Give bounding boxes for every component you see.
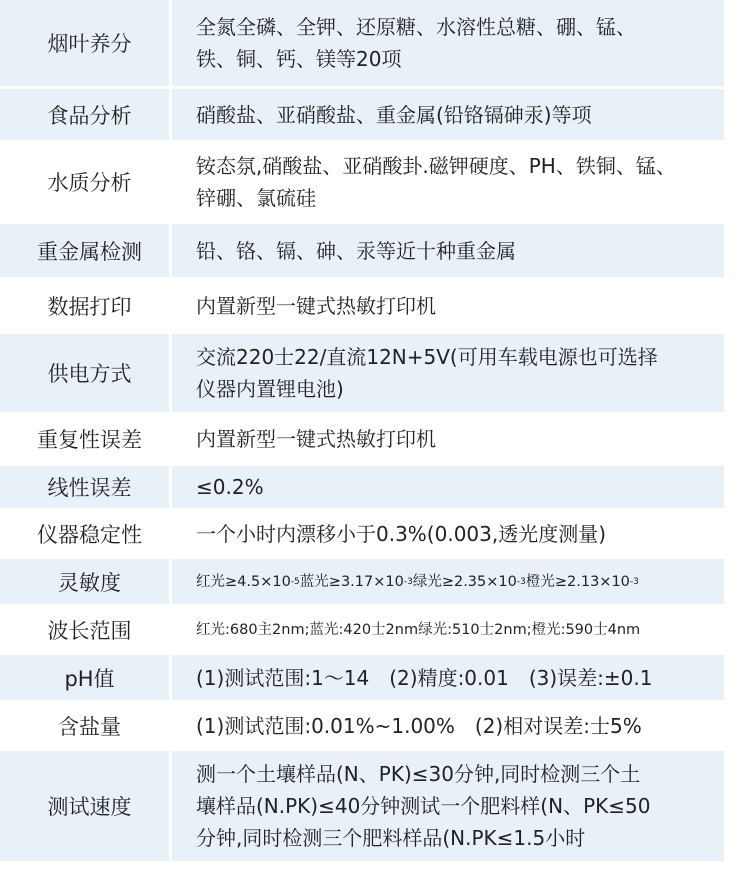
- row-label: 供电方式: [0, 334, 169, 412]
- row-value: 铅、铬、镉、砷、汞等近十种重金属: [172, 224, 724, 277]
- row-label: 烟叶养分: [0, 0, 169, 86]
- table-row: [0, 143, 750, 221]
- row-label: 波长范围: [47, 618, 132, 643]
- table-row: [0, 607, 750, 652]
- row-value: 内置新型一键式热敏打印机: [196, 293, 436, 318]
- table-row: [0, 751, 750, 861]
- table-row: [0, 655, 750, 700]
- row-label: 测试速度: [0, 751, 169, 861]
- row-value: 内置新型一键式热敏打印机: [196, 427, 436, 451]
- row-label: 水质分析: [47, 171, 132, 195]
- sensitivity-green: 绿光≥2.35×10: [412, 573, 517, 590]
- sensitivity-value: 红光≥4.5×10 -5 蓝光≥3.17×10 -3 绿光≥2.35×10 -3 橙光≥2.13×10 -3: [172, 559, 724, 604]
- table-row: [0, 511, 750, 556]
- row-value: 铵态氛,硝酸盐、亚硝酸卦.磁钾硬度、PH、铁铜、锰、 锌硼、氯硫硅: [196, 154, 676, 210]
- row-value: (1)测试范围:0.01%~1.00% (2)相对误差:士5%: [196, 713, 642, 738]
- table-row: [0, 466, 750, 508]
- row-value: 全氮全磷、全钾、还原糖、水溶性总糖、硼、锰、 铁、铜、钙、镁等20项: [172, 0, 724, 86]
- table-row: [0, 334, 750, 412]
- row-label: pH值: [0, 655, 169, 700]
- sensitivity-orange: 橙光≥2.13×10: [525, 573, 630, 590]
- sensitivity-red: 红光≥4.5×10: [196, 573, 291, 590]
- row-value: 测一个土壤样品(N、PK)≤30分钟,同时检测三个土 壤样品(N.PK)≤40分钟测试一个肥料样(N、PK≤50 分钟,同时检测三个肥料样品(N.PK≤1.5小时: [172, 751, 724, 861]
- row-value: 一个小时内漂移小于0.3%(0.003,透光度测量): [196, 521, 607, 546]
- row-value: 红光:680主2nm;蓝光:420士2nm绿光:510士2nm;橙光:590士4nm: [196, 621, 641, 638]
- table-row: [0, 559, 750, 604]
- row-value: ≤0.2%: [172, 466, 724, 508]
- row-label: 数据打印: [47, 294, 132, 319]
- table-row: [0, 224, 750, 277]
- row-value: 交流220士22/直流12N+5V(可用车载电源也可选择 仪器内置锂电池): [172, 334, 724, 412]
- row-label: 重金属检测: [0, 224, 169, 277]
- row-label: 重复性误差: [37, 428, 142, 452]
- row-label: 灵敏度: [0, 559, 169, 604]
- table-row: [0, 415, 750, 463]
- table-row: [0, 703, 750, 748]
- table-row: [0, 0, 750, 86]
- row-label: 线性误差: [0, 466, 169, 508]
- row-label: 食品分析: [0, 89, 169, 140]
- sensitivity-blue: 蓝光≥3.17×10: [299, 573, 404, 590]
- row-label: 仪器稳定性: [37, 522, 142, 547]
- row-value: (1)测试范围:1～14 (2)精度:0.01 (3)误差:±0.1: [172, 655, 724, 700]
- row-label: 含盐量: [58, 714, 121, 739]
- table-row: [0, 280, 750, 331]
- row-value: 硝酸盐、亚硝酸盐、重金属(铅铬镉砷汞)等项: [172, 89, 724, 140]
- table-row: [0, 89, 750, 140]
